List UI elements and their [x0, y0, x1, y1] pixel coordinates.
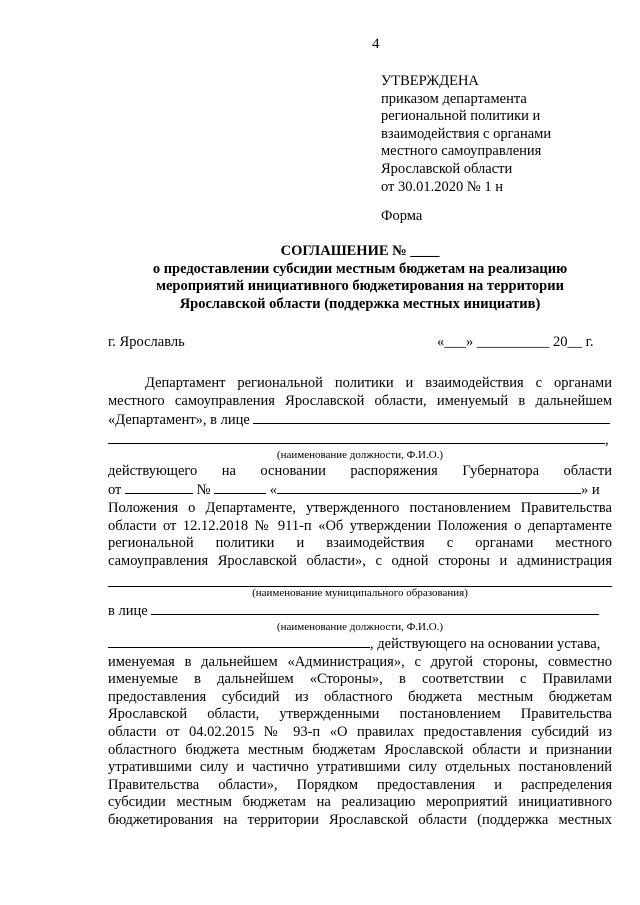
- body-line: региональной политики и взаимодействия с органами местного: [108, 535, 612, 552]
- body-text: ,: [605, 431, 609, 448]
- approval-line: Ярославской области: [381, 160, 513, 177]
- body-line: именуемая в дальнейшем «Администрация», с другой стороны, совместно: [108, 653, 612, 670]
- fill-blank-line: [108, 634, 370, 648]
- body-line: самоуправления Ярославской области», с одной стороны и администрация: [108, 552, 612, 569]
- body-text: в лице: [108, 602, 148, 619]
- fill-blank-line: [214, 480, 266, 494]
- body-line: [108, 410, 612, 430]
- approval-line: от 30.01.2020 № 1 н: [381, 178, 503, 195]
- page-number: 4: [372, 36, 380, 52]
- body-line: Департамент региональной политики и взаимодействия с органами: [145, 375, 612, 391]
- body-line: [108, 601, 612, 621]
- body-line: бюджетирования на территории Ярославской области (поддержка местных: [108, 811, 612, 828]
- approval-line: приказом департамента: [381, 90, 527, 107]
- body-text: «: [269, 482, 277, 499]
- body-line: области от 12.12.2018 № 911-п «Об утверждении Положения о департаменте: [108, 517, 612, 534]
- body-line: области от 04.02.2015 № 93-п «О правилах предоставления субсидий из: [108, 724, 612, 740]
- fill-blank-line: [108, 572, 612, 587]
- fill-blank-line: [277, 480, 581, 494]
- body-line: областного бюджета местным бюджетам Ярославской области и признании: [108, 741, 612, 758]
- approval-line: УТВЕРЖДЕНА: [381, 73, 479, 89]
- form-label: Форма: [381, 208, 423, 224]
- body-line: [108, 480, 612, 500]
- approval-line: местного самоуправления: [381, 143, 542, 160]
- body-text: » и: [581, 482, 600, 499]
- fill-blank-line: [151, 601, 599, 615]
- date-line: «___» __________ 20__ г.: [437, 334, 594, 350]
- body-text: , действующего на основании устава,: [370, 636, 601, 653]
- fill-blank-line: [253, 410, 610, 424]
- body-text: №: [196, 482, 211, 499]
- body-line: именуемые в дальнейшем «Стороны», в соответствии с Правилами: [108, 671, 612, 688]
- title-line: мероприятий инициативного бюджетирования на территории: [156, 278, 564, 295]
- title-line: о предоставлении субсидии местным бюджетам на реализацию: [152, 260, 568, 277]
- title-line: Ярославской области (поддержка местных инициатив): [179, 295, 541, 312]
- field-caption: (наименование муниципального образования): [252, 587, 468, 600]
- body-line: местного самоуправления Ярославской области, именуемый в дальнейшем: [108, 392, 612, 409]
- body-line: Положения о Департаменте, утвержденного постановлением Правительства: [108, 500, 612, 517]
- body-text: от: [108, 482, 122, 499]
- approval-stamp: [381, 73, 551, 196]
- approval-line: региональной политики и: [381, 108, 541, 125]
- fill-blank-line: [125, 480, 193, 494]
- body-line: Ярославской области, утвержденными постановлением Правительства: [108, 706, 612, 723]
- title-line: СОГЛАШЕНИЕ № ____: [280, 243, 440, 259]
- body-line: [108, 430, 612, 450]
- fill-blank-line: [108, 430, 605, 444]
- city-label: г. Ярославль: [108, 334, 185, 350]
- body-line: Правительства области», Порядком предоставления и распределения: [108, 776, 612, 793]
- agreement-body: [108, 375, 612, 830]
- body-text: «Департамент», в лице: [108, 412, 250, 429]
- body-line: действующего на основании распоряжения Губернатора области: [108, 462, 612, 479]
- body-line: предоставления субсидий из областного бюджета местным бюджетам: [108, 688, 612, 705]
- body-line: [108, 634, 612, 654]
- document-title: [108, 243, 612, 313]
- body-line: утратившими силу и частично утратившими силу отдельных постановлений: [108, 759, 612, 776]
- approval-line: взаимодействия с органами: [381, 125, 552, 142]
- body-line: субсидии местным бюджетам на реализацию мероприятий инициативного: [108, 794, 612, 811]
- field-caption: (наименование должности, Ф.И.О.): [276, 620, 444, 633]
- field-caption: (наименование должности, Ф.И.О.): [276, 449, 444, 462]
